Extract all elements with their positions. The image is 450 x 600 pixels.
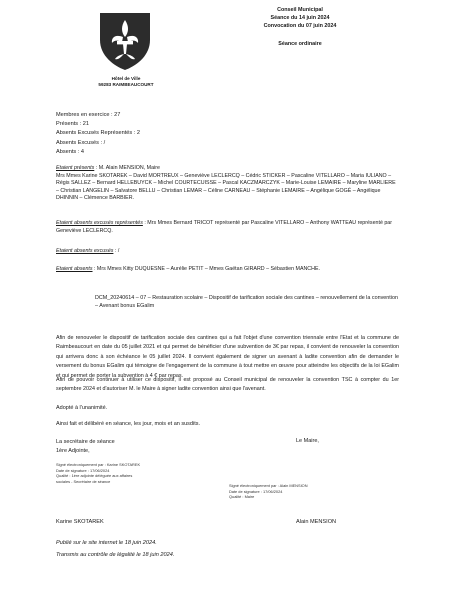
present-text: : M. Alain MENSION, Maire Mrs Mmes Karine SKOTAREK – David MORTREUX – Geneviève LECLERCQ – Cédric STICKER – Pascaline VITELLARO – Maria IULIANO – Régis SALLEZ – Bernard HELLEBUYCK – Michel COURTECUISSE – Pascal KACZMARCZYK – Marie-Louise LEMAIRE – Maryline MARLIERE – Christian LANGELIN – Salvatore BELLU – Christian LEMAR – Céline CARNEAU – Stéphanie LEMAIRE – Angélique GOGÉ – Angélique DHINNIN – Clémence BARBIER. [56,165,396,202]
mayor-name: Alain MENSION [296,519,337,525]
count-present: Présents : 21 [56,121,89,128]
esig-left-quality: Qualité : 1ère adjointe déléguée aux affaires [56,473,133,479]
closing-statement: Ainsi fait et délibéré en séance, les jour, mois et an susdits. [56,421,200,427]
town-address [60,76,192,88]
present-paragraph [56,165,396,203]
present-label: Etaient présents [56,165,95,171]
body-paragraph-1: Afin de renouveler le dispositif de tarification sociale des cantines qui a fait l'objet d'une convention triennale entre l'Etat et la commune de Raimbeaucourt en date du 05 juillet 2021 et qui permet de bénéficier d'une subvention de 3€ par repas, il convient de renouveler la convention qui arrivera donc à son échéance le 05 juillet 2024. Il convient également de signer un avenant à ladite convention afin de demander le versement du bonus EGalim qui témoigne de l'engagement de la commune à tout mettre en œuvre pour atteindre les objectifs de la loi EGalim et qui permet de porter la subvention à 4 € par repas. [56,335,399,379]
esig-left-date: Date de signature : 17/06/2024 [56,467,110,473]
body-paragraph-2: Afin de pouvoir continuer à utiliser ce dispositif, il est proposé au Conseil municipal de renouveler la convention TSC à compter du 1er septembre 2024 et d'autoriser M. le Maire à signer ladite convention ainsi que l'avenant. [56,377,399,393]
adoption-statement: Adopté à l'unanimité. [56,405,108,411]
convocation-date: Convocation du 07 juin 2024 [263,23,337,29]
publication-info [56,537,174,561]
absent-paragraph [56,266,396,274]
absent-excused-label: Etaient absents excusés [56,248,114,254]
esig-left-signer: Signé électroniquement par : Karine SKOTAREK [56,462,141,467]
town-hall-label: Hôtel de Ville [111,76,141,81]
absent-excused-text: : / [113,248,120,254]
secretary-role: 1ère Adjointe, [56,448,90,454]
mayor-title: Le Maire, [296,438,319,444]
member-counts [56,111,140,157]
esig-left-quality-cont: sociales - Secrétaire de séance [56,478,111,484]
secretary-electronic-signature [56,462,186,484]
absent-label: Etaient absents [56,266,93,272]
town-postal-label: 59283 RAIMBEAUCOURT [98,82,154,87]
secretary-title: La secrétaire de séance [56,439,115,445]
count-members: Membres en exercice : 27 [56,112,121,118]
town-crest-logo [96,10,154,72]
excused-represented-paragraph [56,220,396,235]
excused-represented-label: Etaient absents excusés représentés [56,220,143,226]
secretary-signature-block [56,438,115,456]
secretary-name: Karine SKOTAREK [56,519,104,525]
absent-text: : Mrs Mmes Kitty DUQUESNE – Aurélie PETIT – Mmes Gaëtan GIRARD – Sébastien MANCHE. [92,266,320,272]
absent-excused-paragraph [56,248,396,256]
deliberation-title: DCM_20240614 – 07 – Restauration scolaire – Dispositif de tarification sociale des cantines – renouvellement de la convention – Avenant bonus EGalim [95,295,398,309]
esig-right-date: Date de signature : 17/06/2024 [229,488,283,494]
count-absent: Absents : 4 [56,148,84,155]
count-excused: Absents Excusés : / [56,139,106,146]
session-type: Séance ordinaire [278,41,322,47]
publication-web: Publié sur le site internet le 18 juin 2024. [56,540,157,546]
mayor-electronic-signature [229,483,369,500]
council-title: Conseil Municipal [277,7,323,13]
meeting-header [225,6,375,48]
esig-right-signer: Signé électroniquement par : Alain MENSION [229,483,308,488]
publication-legality: Transmis au contrôle de légalité le 18 juin 2024. [56,552,175,558]
count-excused-represented: Absents Excusés Représentés : 2 [56,130,140,137]
esig-right-quality: Qualité : Maire [229,494,255,500]
session-date: Séance du 14 juin 2024 [270,15,330,21]
excused-represented-text: : Mrs Mmes Bernard TRICOT représenté par Pascaline VITELLARO – Anthony WATTEAU représenté par Geneviève LECLERCQ. [56,220,393,234]
